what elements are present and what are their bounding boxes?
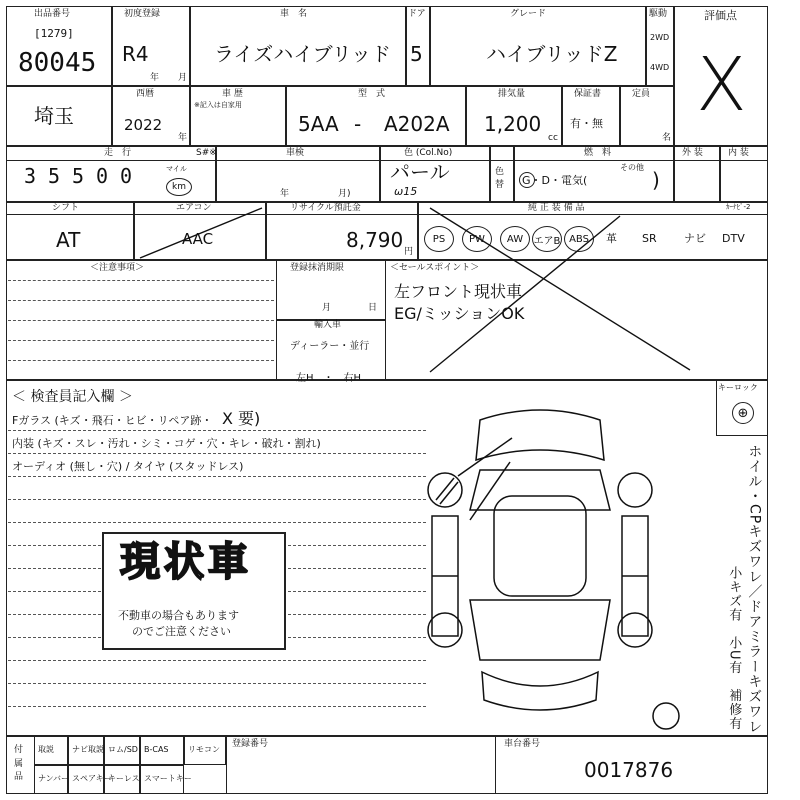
car-name: ライズハイブリッド [214,42,391,66]
caution-label: ＜注意事項＞ [90,263,145,273]
drive-2wd: 2WD [650,33,670,42]
inspector-title: ＜ 検査員記入欄 ＞ [12,389,133,405]
score-label: 評価点 [704,9,737,22]
attachment-item: ナンバー [38,774,70,783]
shift-label: シフト [52,203,80,213]
year-label: 西暦 [136,89,155,99]
year-unit: 年 [178,133,188,143]
mileage-digit: 0 [120,164,133,188]
equipment-item: 革 [606,232,617,245]
doors-value: 5 [410,42,423,66]
color-value: パール [390,160,450,184]
wheel-rear-left [428,613,462,647]
import-label: 輸入車 [314,320,342,330]
warranty-value: 有・無 [570,117,603,130]
mileage-unit-km-text: km [172,182,186,192]
drive-label: 駆動 [649,9,668,19]
model-dash: - [354,112,362,136]
side-note-1: ホイル・CPキズワレ／ドアミラーキズワレ [746,444,763,735]
equipment-item: ナビ [684,232,706,245]
reg-value: R4 [122,42,149,66]
equipment-item: エアB [532,226,562,252]
attachment-item: 取説 [38,745,54,754]
frame-number: 0017876 [584,758,674,782]
damage-mark [440,482,458,504]
attachment-item: ナビ取説 [72,745,104,754]
doors-label: ドア [408,9,426,19]
model-prefix: 5AA [298,112,339,136]
inspector-line-1-mark: X 要) [222,409,261,428]
car-roof [494,496,586,596]
import-type: ディーラー・並行 [290,341,370,352]
exterior-label: 外 装 [682,148,703,158]
deadline-day: 日 [368,303,378,313]
inspection-label: 車検 [286,148,305,158]
frame-label: 車台番号 [504,739,541,749]
inspection-month: 月) [338,189,351,199]
drive-4wd: 4WD [650,63,670,72]
handle-side: 左H ・ 右H [296,373,362,384]
mileage-digit: 5 [48,164,61,188]
equipment-item: SR [642,232,657,245]
wheel-front-right [618,473,652,507]
fuel-close: ) [652,168,660,192]
equipment-item: ABS [564,226,594,252]
key-lock-icon: ⊕ [732,402,754,424]
attachment-item: スペアキー [72,774,112,783]
grade-label: グレード [510,9,547,19]
attachment-item: B-CAS [144,745,169,754]
color-change-label: 色替 [495,167,505,190]
deadline-month: 月 [322,303,332,313]
deadline-label: 登録抹消期限 [290,263,345,273]
displacement-unit: cc [548,133,558,143]
recycle-value: 8,790 [346,228,404,252]
car-name-label: 車 名 [280,9,308,19]
lot-sub: [1279] [34,27,74,40]
fuel-value: G・D・電気( [522,174,588,187]
car-rear-bumper [482,672,598,710]
interior-label: 内 装 [728,148,749,158]
inspector-line-1: Fガラス (キズ・飛石・ヒビ・リペア跡・ [12,414,213,427]
model-label: 型 式 [358,89,386,99]
ac-label: エアコン [176,203,212,213]
inspector-line-3: オーディオ (無し・穴) / タイヤ (スタッドレス) [12,460,244,473]
equipment-item: PW [462,226,492,252]
key-label: キーロック [718,383,758,392]
equipment-item: PS [424,226,454,252]
equipment-item: DTV [722,232,745,245]
equipment-label: 純 正 装 備 品 [528,203,585,213]
recycle-label: リサイクル預託金 [290,203,361,213]
chassis-history-note: ※記入は自家用 [194,101,242,109]
stamp-line-1: 不動車の場合もあります [118,609,239,622]
shift-value: AT [56,228,81,252]
reg-month-unit: 月 [178,73,188,83]
lot-label: 出品番号 [34,9,71,19]
region-value: 埼玉 [34,104,74,128]
stamp-title: 現状車 [120,539,252,585]
chassis-history-label: 車 歴 [222,89,243,99]
side-note-2: 小キズ有 小U有 補修有 [726,566,742,731]
spare-wheel [653,703,679,729]
carnavi-label: ｶｰﾅﾋﾞ-2 [726,203,751,211]
reg-label: 初度登録 [124,9,161,19]
capacity-label: 定員 [632,89,651,99]
mileage-digit: 5 [72,164,85,188]
inspection-year: 年 [280,189,290,199]
capacity-unit: 名 [662,133,672,143]
lot-number: 80045 [18,48,97,78]
warranty-label: 保証書 [574,89,602,99]
displacement-value: 1,200 [484,112,542,136]
recycle-unit: 円 [404,247,414,257]
fuel-label: 燃 料 [584,148,612,158]
model-value: A202A [384,112,450,136]
mileage-label: 走 行 [104,148,132,158]
sales-line-1: 左フロント現状車 [394,282,523,301]
equipment-cross [430,208,690,370]
color-number: ω15 [394,185,418,198]
fuel-other: その他 [620,163,644,172]
sales-line-2: EG/ミッションOK [394,304,525,323]
grade-value: ハイブリッドZ [486,42,618,66]
ac-value: AAC [182,230,214,248]
attachments-label: 付属品 [14,745,24,782]
car-front-bumper [476,410,604,460]
equipment-cross [430,216,620,372]
year-value: 2022 [124,116,163,134]
color-label: 色 (Col.No) [404,148,453,158]
wheel-rear-right [618,613,652,647]
ac-strike [140,208,262,258]
mileage-digit: 3 [24,164,37,188]
displacement-label: 排気量 [498,89,526,99]
car-diagram [428,410,679,729]
sales-point-label: ＜セールスポイント＞ [390,263,480,273]
attachment-item: リモコン [188,745,220,754]
reg-year-unit: 年 [150,73,160,83]
mileage-digit: 0 [96,164,109,188]
mileage-unit-mile: マイル [166,165,187,173]
score-mark: X [696,42,747,128]
s-label: S#※ [196,148,217,158]
stamp-line-2: のでご注意ください [132,625,231,638]
attachment-item: ロム/SD [108,745,138,754]
equipment-item: AW [500,226,530,252]
attachment-item: スマートキー [144,774,192,783]
damage-mark [436,478,454,500]
car-trunk [470,600,610,660]
registration-label: 登録番号 [232,739,269,749]
attachment-item: キーレス [108,774,140,783]
inspector-line-2: 内装 (キズ・スレ・汚れ・シミ・コゲ・穴・キレ・破れ・割れ) [12,437,321,450]
